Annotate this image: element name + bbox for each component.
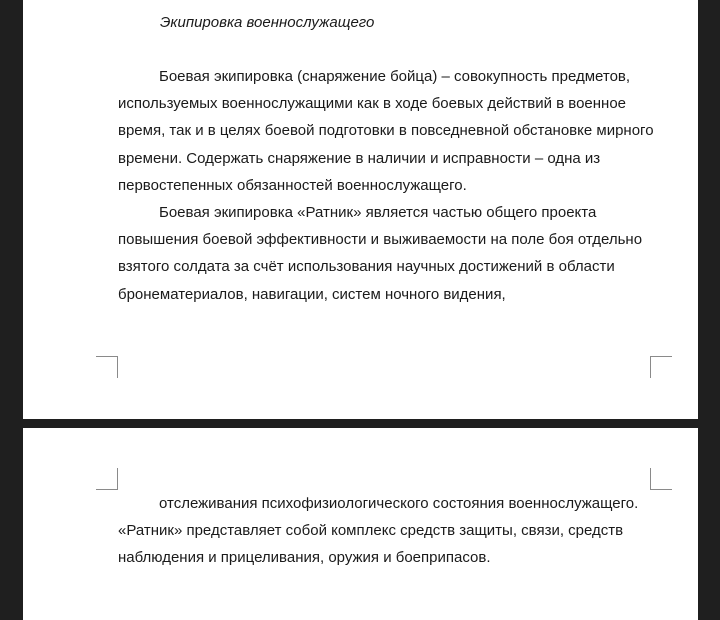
paragraph-ratnik-continued: отслеживания психофизиологического состояния военнослужащего. «Ратник» представляет собой комплекс средств защиты, связи, средств наблюдения и прицеливания, оружия и боеприпасов. <box>118 495 639 567</box>
margin-mark-top-right <box>650 468 672 490</box>
paragraph-equipment-definition: Боевая экипировка (снаряжение бойца) – совокупность предметов, используемых военнослужащими как в ходе боевых действий в военное время, так и в целях боевой подготовки в повседневной обстановке мирного времени. Содержать снаряжение в наличии и исправности – одна из первостепенных обязанностей военнослужащего. <box>118 68 654 194</box>
paragraph-ratnik-intro: Боевая экипировка «Ратник» является частью общего проекта повышения боевой эффективности и выживаемости на поле боя отдельно взятого солдата за счёт использования научных достижений в области бронематериалов, навигации, систем ночного видения, <box>118 204 643 303</box>
margin-mark-bottom-right <box>650 356 672 378</box>
page-1-text <box>118 63 658 308</box>
document-page-2 <box>23 428 698 620</box>
document-page-1 <box>23 0 698 419</box>
margin-mark-bottom-left <box>96 356 118 378</box>
margin-mark-top-left <box>96 468 118 490</box>
page-2-text <box>118 490 658 572</box>
section-heading: Экипировка военнослужащего <box>160 14 375 31</box>
